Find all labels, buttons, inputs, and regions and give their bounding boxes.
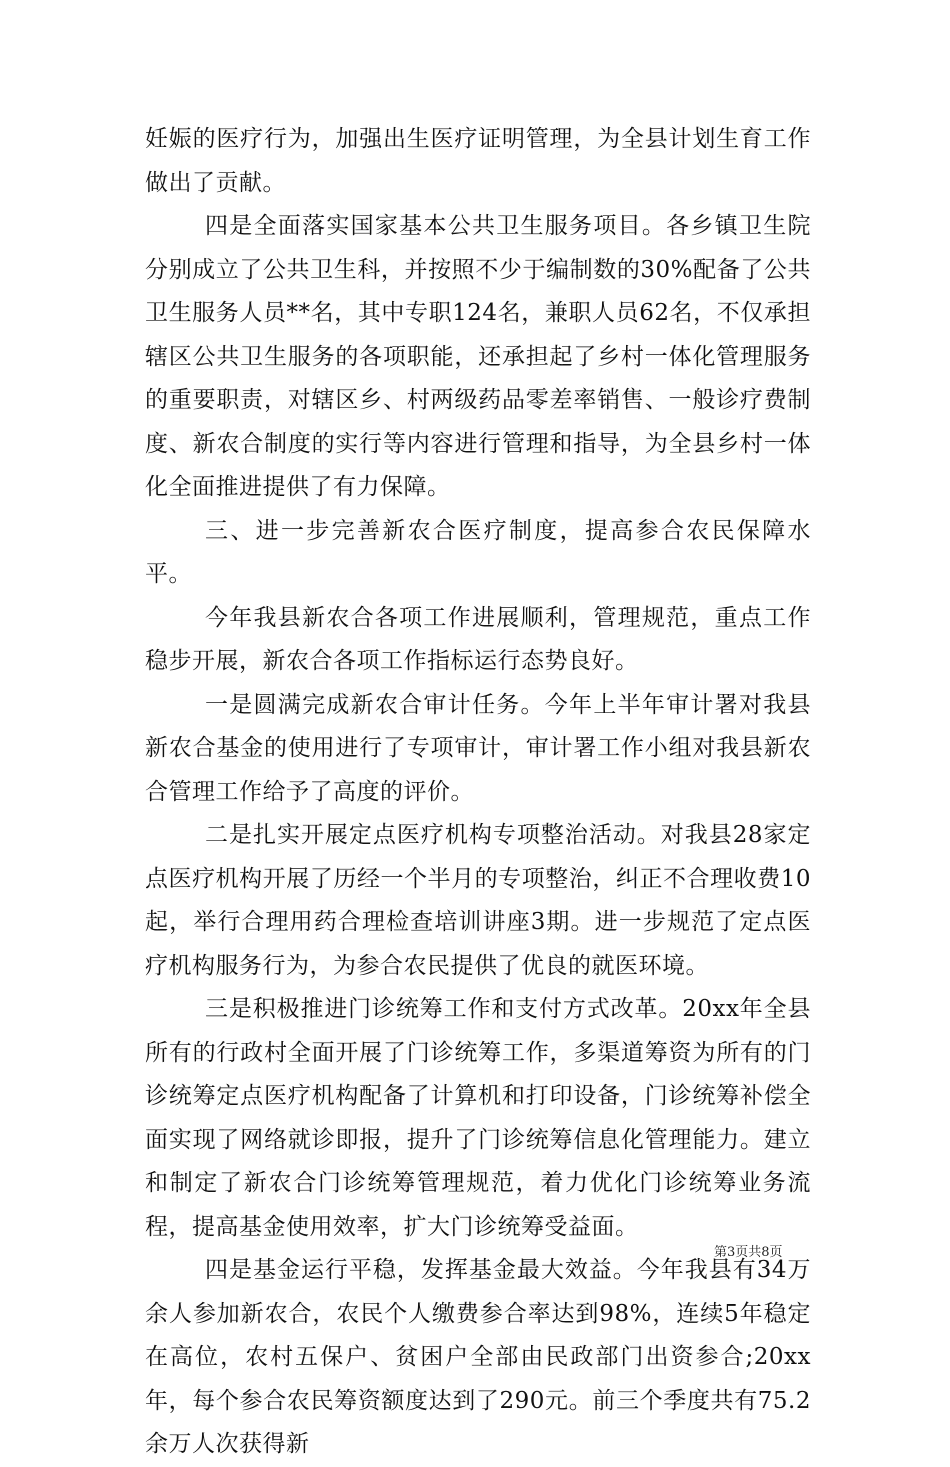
paragraph-8: 四是基金运行平稳，发挥基金最大效益。今年我县有34万余人参加新农合，农民个人缴费参合率达到98%，连续5年稳定在高位，农村五保户、贫困户全部由民政部门出资参合;20xx年，每个参合农民筹资额度达到了290元。前三个季度共有75.2余万人次获得新 — [145, 1257, 811, 1457]
document-body — [145, 118, 811, 1467]
paragraph-7: 三是积极推进门诊统筹工作和支付方式改革。20xx年全县所有的行政村全面开展了门诊统筹工作，多渠道筹资为所有的门诊统筹定点医疗机构配备了计算机和打印设备，门诊统筹补偿全面实现了网络就诊即报，提升了门诊统筹信息化管理能力。建立和制定了新农合门诊统筹管理规范，着力优化门诊统筹业务流程，提高基金使用效率，扩大门诊统筹受益面。 — [145, 996, 811, 1240]
paragraph-4: 今年我县新农合各项工作进展顺利，管理规范，重点工作稳步开展，新农合各项工作指标运行态势良好。 — [145, 604, 811, 674]
paragraph-6: 二是扎实开展定点医疗机构专项整治活动。对我县28家定点医疗机构开展了历经一个半月的专项整治，纠正不合理收费10起，举行合理用药合理检查培训讲座3期。进一步规范了定点医疗机构服务行为，为参合农民提供了优良的就医环境。 — [145, 822, 811, 979]
paragraph-3: 三、进一步完善新农合医疗制度，提高参合农民保障水平。 — [145, 517, 811, 587]
paragraph-1: 妊娠的医疗行为，加强出生医疗证明管理，为全县计划生育工作做出了贡献。 — [145, 126, 811, 196]
page-number: 第3页共8页 — [714, 1245, 783, 1260]
paragraph-2: 四是全面落实国家基本公共卫生服务项目。各乡镇卫生院分别成立了公共卫生科，并按照不少于编制数的30%配备了公共卫生服务人员**名，其中专职124名，兼职人员62名，不仅承担辖区公共卫生服务的各项职能，还承担起了乡村一体化管理服务的重要职责，对辖区乡、村两级药品零差率销售、一般诊疗费制度、新农合制度的实行等内容进行管理和指导，为全县乡村一体化全面推进提供了有力保障。 — [145, 213, 811, 500]
paragraph-5: 一是圆满完成新农合审计任务。今年上半年审计署对我县新农合基金的使用进行了专项审计，审计署工作小组对我县新农合管理工作给予了高度的评价。 — [145, 691, 811, 805]
